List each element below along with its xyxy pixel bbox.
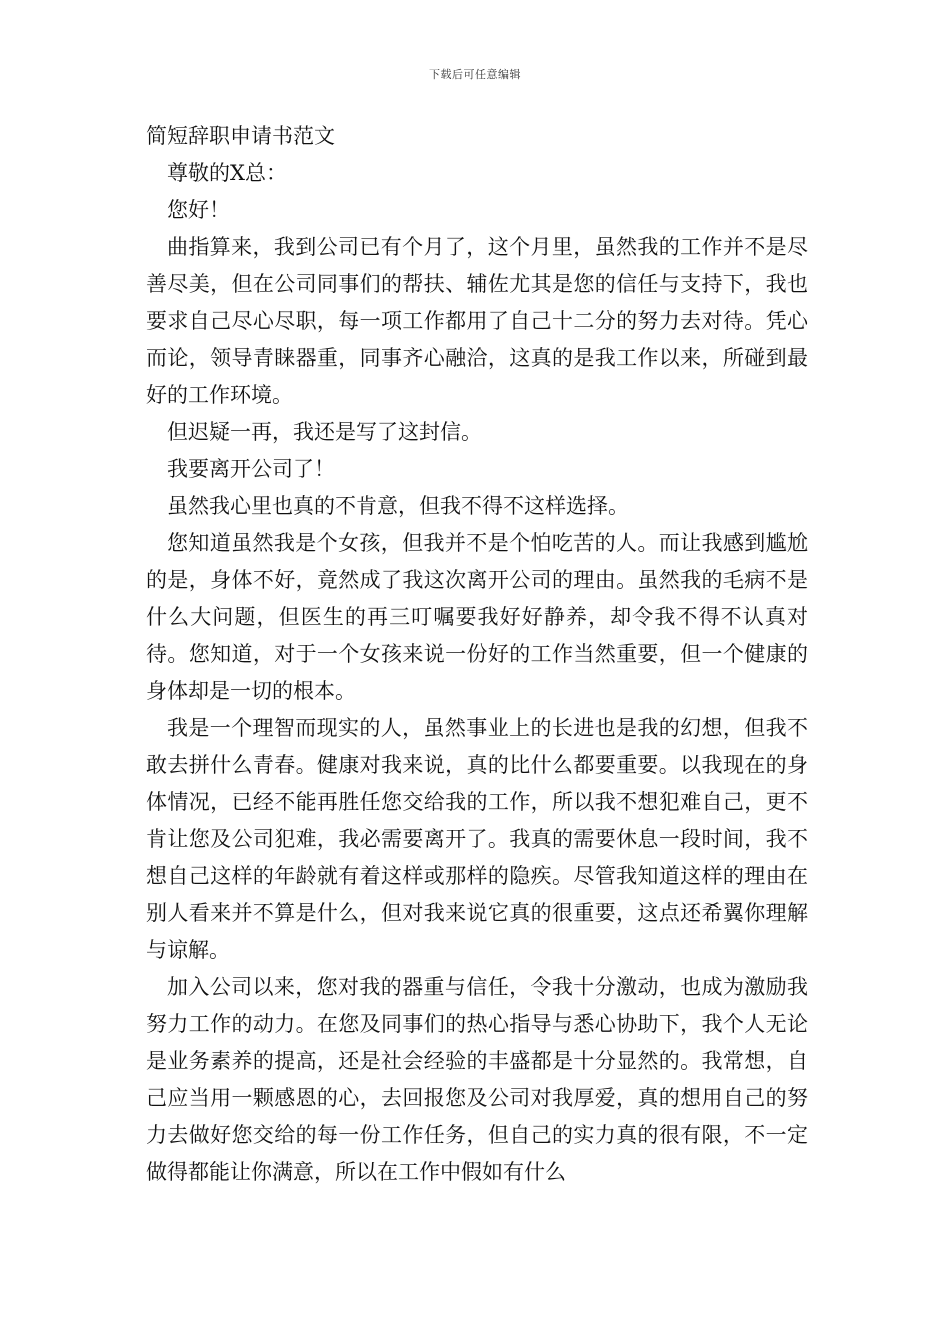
paragraph: 我要离开公司了！ — [167, 457, 335, 481]
document-body — [146, 118, 808, 1191]
paragraph: 加入公司以来，您对我的器重与信任，令我十分激动，也成为激励我努力工作的动力。在您及同事们的热心指导与悉心协助下，我个人无论是业务素养的提高，还是社会经验的丰盛都是十分显然的。我常想，自己应当用一颗感恩的心，去回报您及公司对我厚爱，真的想用自己的努力去做好您交给的每一份工作任务，但自己的实力真的很有限，不一定做得都能让你满意，所以在工作中假如有什么 — [146, 975, 808, 1184]
header-note: 下载后可任意编辑 — [429, 68, 521, 81]
paragraph: 但迟疑一再，我还是写了这封信。 — [167, 420, 482, 444]
paragraph: 虽然我心里也真的不肯意，但我不得不这样选择。 — [167, 494, 629, 518]
document-title: 简短辞职申请书范文 — [146, 124, 335, 148]
paragraph: 我是一个理智而现实的人，虽然事业上的长进也是我的幻想，但我不敢去拼什么青春。健康对我来说，真的比什么都要重要。以我现在的身体情况，已经不能再胜任您交给我的工作，所以我不想犯难自己，更不肯让您及公司犯难，我必需要离开了。我真的需要休息一段时间，我不想自己这样的年龄就有着这样或那样的隐疾。尽管我知道这样的理由在别人看来并不算是什么，但对我来说它真的很重要，这点还希翼你理解与谅解。 — [146, 716, 808, 962]
paragraph: 曲指算来，我到公司已有个月了，这个月里，虽然我的工作并不是尽善尽美，但在公司同事们的帮扶、辅佐尤其是您的信任与支持下，我也要求自己尽心尽职，每一项工作都用了自己十二分的努力去对待。凭心而论，领导青睐器重，同事齐心融洽，这真的是我工作以来，所碰到最好的工作环境。 — [146, 235, 808, 407]
greeting-line: 尊敬的X总： — [167, 161, 287, 185]
salutation-line: 您好！ — [167, 198, 230, 222]
paragraph: 您知道虽然我是个女孩，但我并不是个怕吃苦的人。而让我感到尴尬的是，身体不好，竟然成了我这次离开公司的理由。虽然我的毛病不是什么大问题，但医生的再三叮嘱要我好好静养，却令我不得不认真对待。您知道，对于一个女孩来说一份好的工作当然重要，但一个健康的身体却是一切的根本。 — [146, 531, 808, 703]
